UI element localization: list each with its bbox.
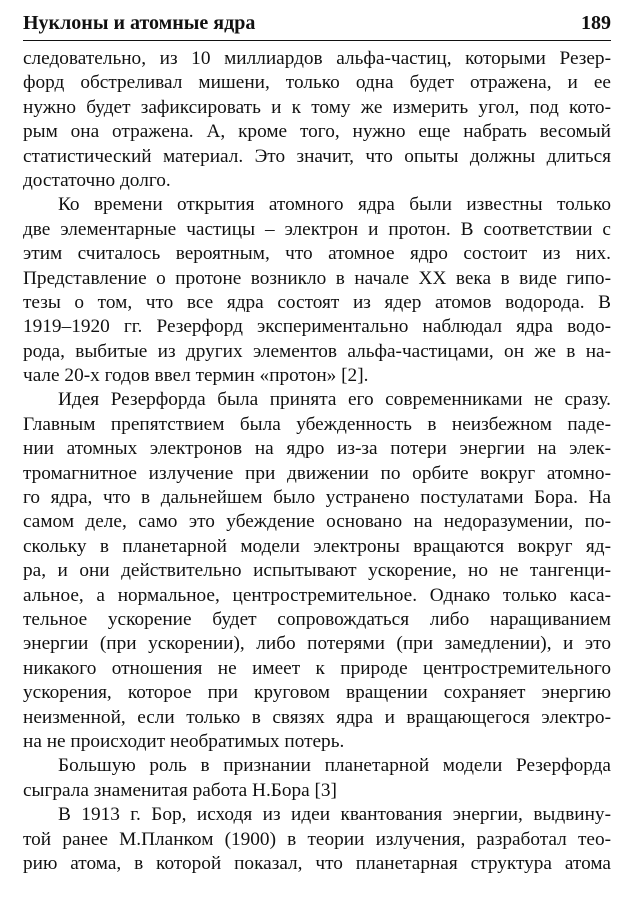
text-line: этим считалось вероятным, что атомное ядро состоит из них. <box>23 243 611 265</box>
text-line: никакого отношения не имеет к природе центростремительного <box>23 657 611 679</box>
text-line: альное, а нормальное, центростремительное. Однако только каса- <box>23 584 611 606</box>
text-line: Ко времени открытия атомного ядра были известны только <box>58 194 611 216</box>
text-line: рым она отражена. А, кроме того, нужно еще набрать весомый <box>23 121 611 143</box>
text-line: тромагнитное излучение при движении по орбите вокруг атомно- <box>23 462 611 484</box>
paragraph <box>23 803 611 876</box>
text-line: тельное ускорение будет сопровождаться либо наращиванием <box>23 608 611 630</box>
text-line: на не происходит необратимых потерь. <box>23 730 345 752</box>
paragraph <box>23 388 611 754</box>
paragraph <box>23 193 611 388</box>
text-line: ра, и они действительно испытывают ускорение, но не тангенци- <box>23 560 611 582</box>
text-line: самом деле, само это убеждение основано на недоразумении, по- <box>23 511 611 533</box>
text-line: рию атома, в которой показал, что планетарная структура атома <box>23 852 611 874</box>
text-line: нии атомных электронов на ядро из-за потери энергии на элек- <box>23 438 611 460</box>
text-line: В 1913 г. Бор, исходя из идеи квантования энергии, выдвину- <box>58 804 611 826</box>
text-line: Главным препятствием была убежденность в неизбежном паде- <box>23 413 611 435</box>
text-line: ускорения, которое при круговом вращении сохраняет энергию <box>23 682 611 704</box>
running-title: Нуклоны и атомные ядра <box>23 12 256 34</box>
text-line: нужно будет зафиксировать и к тому же измерить угол, под кото- <box>23 96 611 118</box>
body-text <box>23 47 611 876</box>
running-header <box>23 10 611 41</box>
text-line: Представление о протоне возникло в начале XX века в виде гипо- <box>23 267 611 289</box>
text-line: форд обстреливал мишени, только одна будет отражена, и ее <box>23 72 611 94</box>
book-page <box>23 10 611 890</box>
text-line: достаточно долго. <box>23 169 171 191</box>
text-line: рода, выбитые из других элементов альфа-частицами, он же в на- <box>23 340 611 362</box>
paragraph <box>23 47 611 193</box>
page-number: 189 <box>581 12 611 34</box>
text-line: следовательно, из 10 миллиардов альфа-частиц, которыми Резер- <box>23 48 611 69</box>
text-line: Большую роль в признании планетарной модели Резерфорда <box>58 755 611 777</box>
text-line: 1919–1920 гг. Резерфорд экспериментально наблюдал ядра водо- <box>23 316 611 338</box>
text-line: скольку в планетарной модели электроны вращаются вокруг яд- <box>23 535 611 557</box>
text-line: две элементарные частицы – электрон и протон. В соответствии с <box>23 218 611 240</box>
text-line: той ранее М.Планком (1900) в теории излучения, разработал тео- <box>23 828 611 850</box>
text-line: Идея Резерфорда была принята его современниками не сразу. <box>58 389 611 411</box>
text-line: статистический материал. Это значит, что опыты должны длиться <box>23 145 611 167</box>
text-line: чале 20-х годов ввел термин «протон» [2]. <box>23 365 369 387</box>
text-line: энергии (при ускорении), либо потерями (при замедлении), и это <box>23 633 611 655</box>
text-line: тезы о том, что все ядра состоят из ядер атомов водорода. В <box>23 291 611 313</box>
paragraph <box>23 754 611 803</box>
text-line: го ядра, что в дальнейшем было устранено постулатами Бора. На <box>23 487 611 509</box>
text-line: неизменной, если только в связях ядра и вращающегося электро- <box>23 706 611 728</box>
text-line: сыграла знаменитая работа Н.Бора [3] <box>23 779 337 801</box>
